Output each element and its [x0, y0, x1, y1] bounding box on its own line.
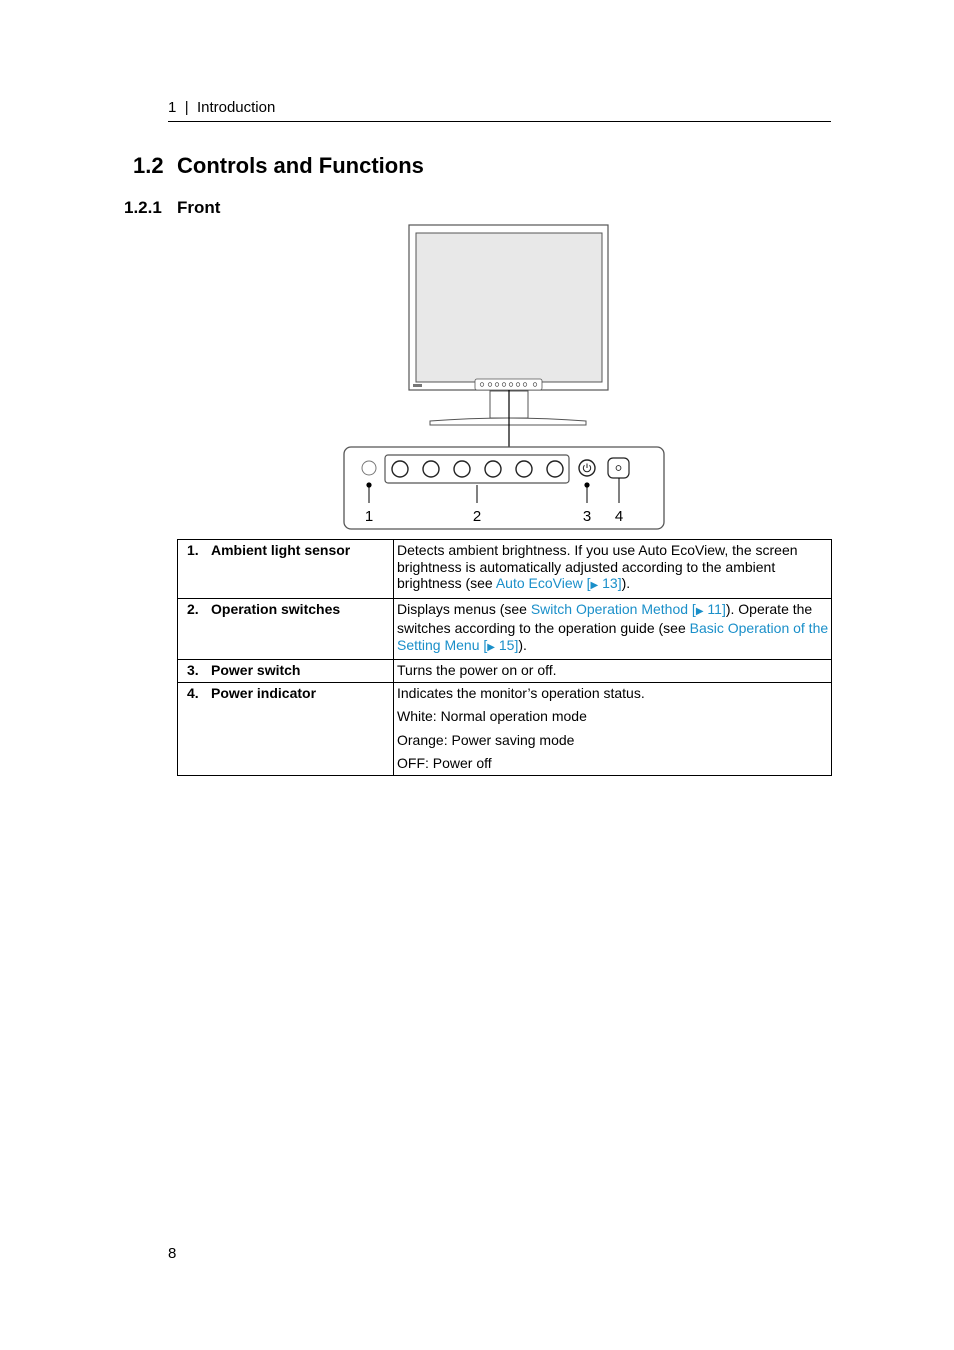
operation-switch-1 — [392, 461, 408, 477]
table-row — [178, 682, 832, 775]
subsection-number: 1.2.1 — [124, 198, 162, 217]
running-header — [168, 99, 275, 116]
control-name-cell: 3. Power switch — [178, 660, 394, 683]
callout-2: 2 — [472, 508, 482, 525]
header-rule — [168, 121, 831, 122]
page-ref-arrow-icon: ▶ — [590, 580, 599, 591]
operation-switch-3 — [454, 461, 470, 477]
chapter-title: Introduction — [196, 99, 276, 116]
logo-mark — [413, 384, 422, 387]
section-title: Controls and Functions — [177, 153, 424, 178]
subsection-heading — [124, 198, 220, 218]
operation-switch-group — [385, 455, 569, 483]
control-desc-cell: Detects ambient brightness. If you use Auto EcoView, the screen brightness is automatically adjusted according to the ambient brightness (see Auto EcoView [▶ 13]). — [394, 540, 832, 599]
header-separator: | — [184, 99, 189, 116]
link-basic-operation-setting-menu[interactable]: Basic Operation of the Setting Menu [▶ 15] — [397, 620, 829, 653]
status-line: OFF: Power off — [397, 755, 492, 771]
ambient-light-sensor — [362, 461, 376, 475]
link-switch-operation-method[interactable]: Switch Operation Method [▶ 11] — [530, 600, 726, 617]
page-number: 8 — [168, 1245, 177, 1262]
callout-4: 4 — [614, 508, 624, 525]
table-row — [178, 598, 832, 660]
page-ref-arrow-icon: ▶ — [487, 641, 495, 653]
control-desc-cell — [394, 682, 832, 775]
subsection-title: Front — [177, 198, 221, 217]
power-indicator — [616, 466, 621, 471]
operation-switch-4 — [485, 461, 501, 477]
status-line: Indicates the monitor’s operation status. — [397, 684, 645, 701]
control-name-cell: 2. Operation switches — [178, 598, 394, 660]
stand-base — [430, 418, 586, 425]
operation-switch-5 — [516, 461, 532, 477]
monitor-screen — [416, 233, 602, 382]
callout-1: 1 — [364, 508, 374, 525]
page-ref-arrow-icon: ▶ — [695, 605, 704, 617]
link-auto-ecoview[interactable]: Auto EcoView [▶ 13] — [495, 575, 622, 591]
control-name-cell: 4. Power indicator — [178, 682, 394, 775]
bezel-control-strip — [475, 379, 542, 390]
status-line: Orange: Power saving mode — [397, 731, 575, 748]
operation-switch-6 — [547, 461, 563, 477]
control-desc-cell: Displays menus (see Switch Operation Method [▶ 11]). Operate the switches according to the operation guide (see Basic Operation of the Setting Menu [▶ 15]). — [394, 598, 832, 660]
control-desc-cell: Turns the power on or off. — [394, 660, 832, 683]
controls-table — [177, 539, 832, 776]
table-row — [178, 660, 832, 683]
table-row — [178, 540, 832, 599]
section-heading — [133, 153, 424, 179]
section-number: 1.2 — [133, 153, 164, 178]
control-name-cell: 1. Ambient light sensor — [178, 540, 394, 599]
callout-3: 3 — [582, 508, 592, 525]
chapter-number: 1 — [168, 99, 177, 116]
operation-switch-2 — [423, 461, 439, 477]
power-switch — [579, 460, 595, 476]
monitor-front-illustration — [340, 222, 670, 534]
status-line: White: Normal operation mode — [397, 708, 587, 724]
